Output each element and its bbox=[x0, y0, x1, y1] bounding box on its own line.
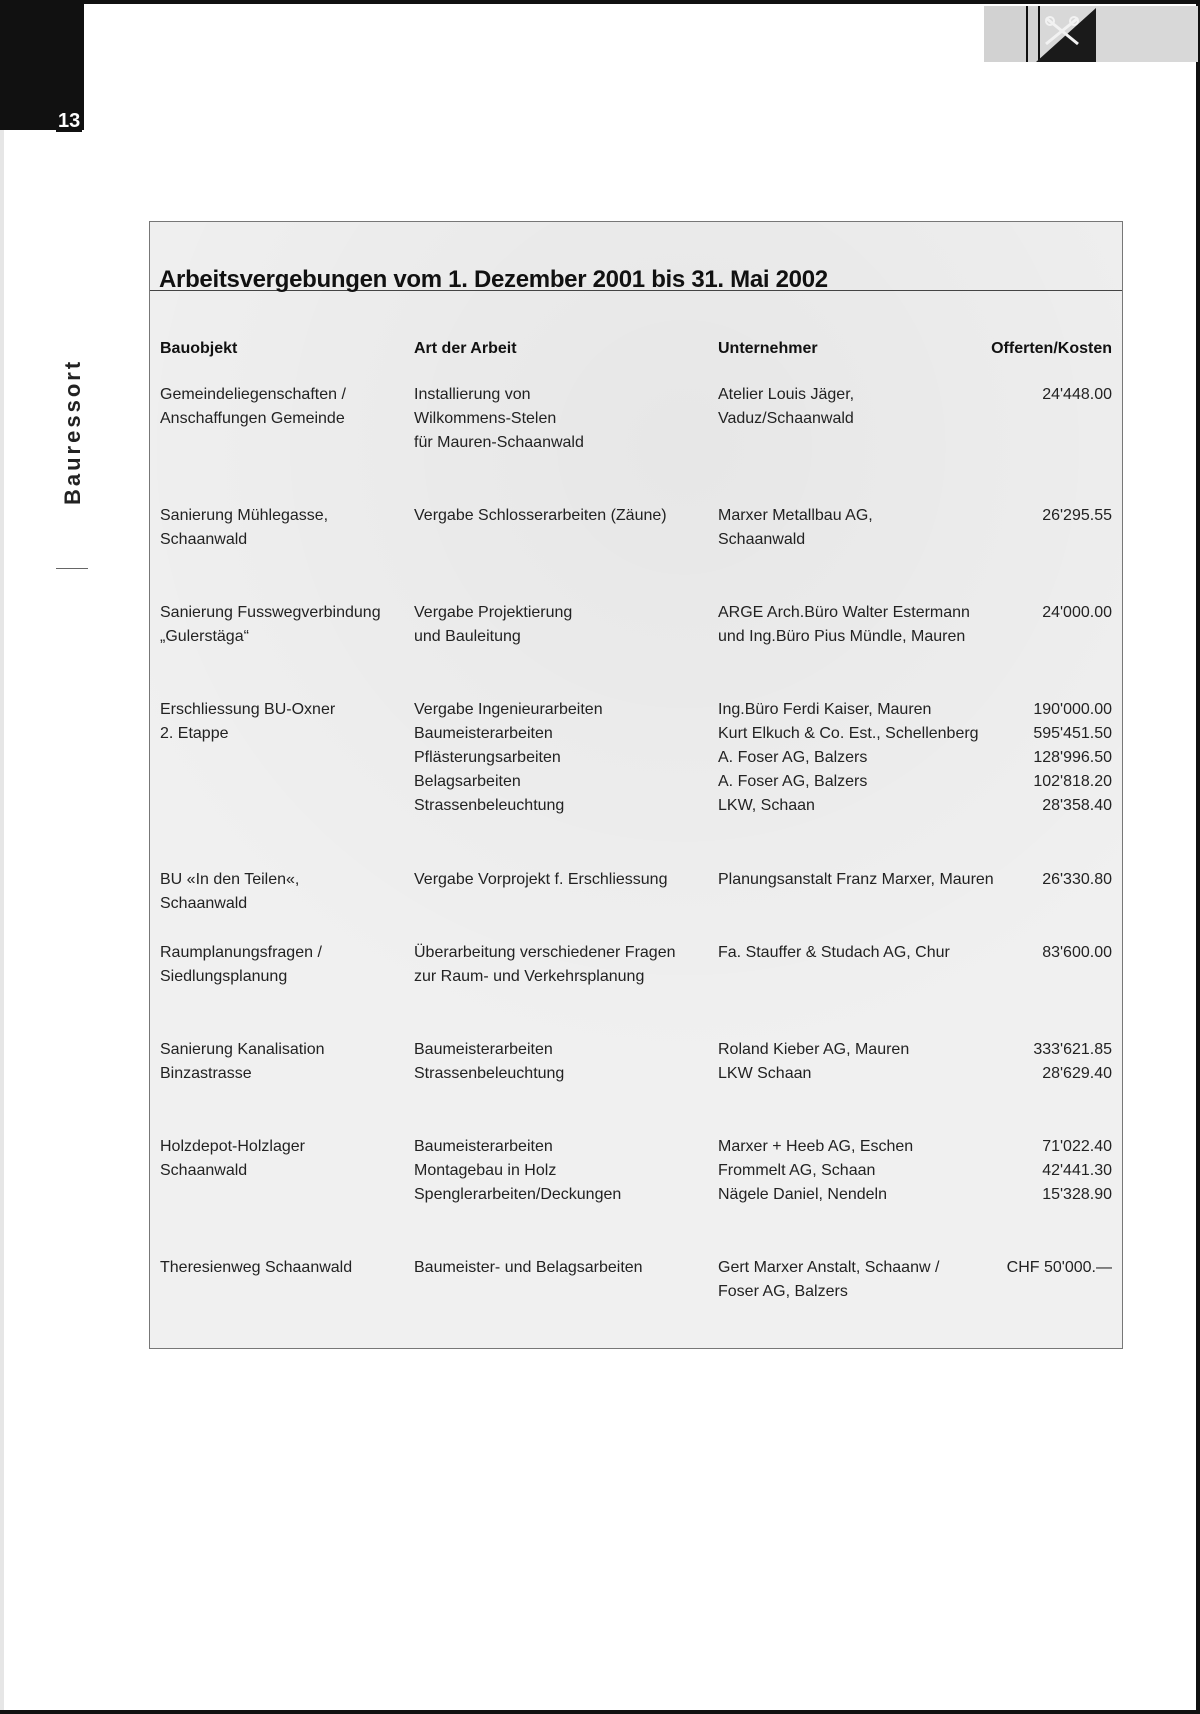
cell-unternehmer bbox=[718, 868, 1018, 892]
contracts-table bbox=[149, 221, 1123, 1349]
cell-line: Foser AG, Balzers bbox=[718, 1283, 848, 1300]
cell-unternehmer bbox=[718, 941, 1018, 965]
cell-line: und Ing.Büro Pius Mündle, Mauren bbox=[718, 628, 966, 645]
cell-art bbox=[414, 698, 714, 818]
crest-icon bbox=[1036, 8, 1096, 62]
cell-line: Installierung von bbox=[414, 386, 531, 403]
cell-bauobjekt bbox=[160, 698, 410, 746]
cell-line: Vergabe Ingenieurarbeiten bbox=[414, 701, 603, 718]
cell-line: BU «In den Teilen«, bbox=[160, 871, 300, 888]
cell-line: Überarbeitung verschiedener Fragen bbox=[414, 944, 676, 961]
logo-cell bbox=[984, 6, 1044, 62]
cell-line: Strassenbeleuchtung bbox=[414, 797, 565, 814]
header-unternehmer: Unternehmer bbox=[718, 340, 818, 357]
cell-kosten bbox=[992, 1038, 1112, 1086]
cell-bauobjekt bbox=[160, 868, 410, 916]
cell-art bbox=[414, 941, 714, 989]
section-label: Bauressort bbox=[60, 358, 85, 505]
cell-line: zur Raum- und Verkehrsplanung bbox=[414, 968, 645, 985]
cell-art bbox=[414, 1038, 714, 1086]
header-art: Art der Arbeit bbox=[414, 340, 517, 357]
cell-line: Erschliessung BU-Oxner bbox=[160, 701, 336, 718]
cell-bauobjekt bbox=[160, 941, 410, 989]
cell-unternehmer bbox=[718, 383, 1018, 431]
cell-line: Roland Kieber AG, Mauren bbox=[718, 1041, 910, 1058]
cell-bauobjekt bbox=[160, 1038, 410, 1086]
cell-line: Nägele Daniel, Nendeln bbox=[718, 1186, 887, 1203]
cell-line: Ing.Büro Ferdi Kaiser, Mauren bbox=[718, 701, 932, 718]
table-header bbox=[150, 340, 1122, 362]
cell-line: 28'629.40 bbox=[1042, 1065, 1112, 1082]
cell-line: Schaanwald bbox=[160, 895, 248, 912]
cell-line: 24'448.00 bbox=[1042, 386, 1112, 403]
cell-line: 26'330.80 bbox=[1042, 871, 1112, 888]
cell-kosten bbox=[992, 1135, 1112, 1207]
cell-kosten bbox=[992, 383, 1112, 407]
cell-line: Wilkommens-Stelen bbox=[414, 410, 557, 427]
cell-line: Vergabe Vorprojekt f. Erschliessung bbox=[414, 871, 668, 888]
cell-line: Schaanwald bbox=[160, 1162, 248, 1179]
cell-line: 28'358.40 bbox=[1042, 797, 1112, 814]
cell-line: Raumplanungsfragen / bbox=[160, 944, 322, 961]
cell-bauobjekt bbox=[160, 1256, 410, 1280]
cell-line: Marxer Metallbau AG, bbox=[718, 507, 873, 524]
cell-line: Theresienweg Schaanwald bbox=[160, 1259, 353, 1276]
cell-line: Montagebau in Holz bbox=[414, 1162, 557, 1179]
cell-unternehmer bbox=[718, 1135, 1018, 1207]
cell-kosten bbox=[992, 504, 1112, 528]
cell-bauobjekt bbox=[160, 601, 410, 649]
cell-bauobjekt bbox=[160, 504, 410, 552]
cell-line: Vaduz/Schaanwald bbox=[718, 410, 854, 427]
cell-kosten bbox=[992, 868, 1112, 892]
cell-art bbox=[414, 1135, 714, 1207]
cell-kosten bbox=[992, 941, 1112, 965]
cell-line: Vergabe Schlosserarbeiten (Zäune) bbox=[414, 507, 667, 524]
cell-line: Gert Marxer Anstalt, Schaanw / bbox=[718, 1259, 940, 1276]
cell-line: Anschaffungen Gemeinde bbox=[160, 410, 345, 427]
page-number: 13 bbox=[58, 110, 81, 132]
cell-line: Planungsanstalt Franz Marxer, Mauren bbox=[718, 871, 994, 888]
cell-line: Fa. Stauffer & Studach AG, Chur bbox=[718, 944, 950, 961]
cell-line: „Gulerstäga“ bbox=[160, 628, 249, 645]
cell-unternehmer bbox=[718, 1256, 1018, 1304]
cell-line: LKW Schaan bbox=[718, 1065, 812, 1082]
title-row bbox=[150, 222, 1122, 291]
cell-line: ARGE Arch.Büro Walter Estermann bbox=[718, 604, 970, 621]
cell-unternehmer bbox=[718, 1038, 1018, 1086]
cell-line: Sanierung Kanalisation bbox=[160, 1041, 325, 1058]
cell-line: 24'000.00 bbox=[1042, 604, 1112, 621]
cell-bauobjekt bbox=[160, 383, 410, 431]
cell-line: CHF 50'000.— bbox=[1006, 1259, 1112, 1276]
cell-line: Sanierung Mühlegasse, bbox=[160, 507, 329, 524]
cell-line: Sanierung Fusswegverbindung bbox=[160, 604, 381, 621]
cell-line: 128'996.50 bbox=[1033, 749, 1112, 766]
cell-art bbox=[414, 1256, 714, 1280]
cell-unternehmer bbox=[718, 504, 1018, 552]
cell-line: Baumeisterarbeiten bbox=[414, 1041, 553, 1058]
section-underline bbox=[56, 568, 88, 569]
cell-line: 190'000.00 bbox=[1033, 701, 1112, 718]
cell-line: Vergabe Projektierung bbox=[414, 604, 573, 621]
cell-kosten bbox=[992, 1256, 1112, 1280]
cell-line: Spenglerarbeiten/Deckungen bbox=[414, 1186, 622, 1203]
cell-line: 15'328.90 bbox=[1042, 1186, 1112, 1203]
cell-kosten bbox=[992, 698, 1112, 818]
cell-line: Kurt Elkuch & Co. Est., Schellenberg bbox=[718, 725, 979, 742]
header-bauobjekt: Bauobjekt bbox=[160, 340, 238, 357]
cell-art bbox=[414, 601, 714, 649]
cell-line: Belagsarbeiten bbox=[414, 773, 521, 790]
cell-line: Baumeisterarbeiten bbox=[414, 725, 553, 742]
left-margin-rule bbox=[0, 130, 4, 1710]
cell-art bbox=[414, 504, 714, 528]
cell-line: für Mauren-Schaanwald bbox=[414, 434, 584, 451]
cell-unternehmer bbox=[718, 601, 1018, 649]
cell-art bbox=[414, 383, 714, 455]
cell-line: Siedlungsplanung bbox=[160, 968, 288, 985]
cell-kosten bbox=[992, 601, 1112, 625]
cell-line: Gemeindeliegenschaften / bbox=[160, 386, 346, 403]
cell-line: 102'818.20 bbox=[1033, 773, 1112, 790]
document-title: Arbeitsvergebungen vom 1. Dezember 2001 bis 31. Mai 2002 bbox=[159, 266, 828, 293]
cell-line: Baumeisterarbeiten bbox=[414, 1138, 553, 1155]
cell-line: 26'295.55 bbox=[1042, 507, 1112, 524]
cell-line: Schaanwald bbox=[160, 531, 248, 548]
cell-line: Frommelt AG, Schaan bbox=[718, 1162, 876, 1179]
cell-line: LKW, Schaan bbox=[718, 797, 815, 814]
cell-line: Holzdepot-Holzlager bbox=[160, 1138, 305, 1155]
cell-line: 71'022.40 bbox=[1042, 1138, 1112, 1155]
cell-line: Marxer + Heeb AG, Eschen bbox=[718, 1138, 914, 1155]
cell-line: 333'621.85 bbox=[1033, 1041, 1112, 1058]
cell-bauobjekt bbox=[160, 1135, 410, 1183]
cell-line: Schaanwald bbox=[718, 531, 806, 548]
cell-line: Pflästerungsarbeiten bbox=[414, 749, 561, 766]
cell-line: Atelier Louis Jäger, bbox=[718, 386, 855, 403]
cell-line: und Bauleitung bbox=[414, 628, 521, 645]
cell-line: A. Foser AG, Balzers bbox=[718, 749, 868, 766]
cell-line: Strassenbeleuchtung bbox=[414, 1065, 565, 1082]
cell-line: 42'441.30 bbox=[1042, 1162, 1112, 1179]
cell-line: 83'600.00 bbox=[1042, 944, 1112, 961]
cell-line: 595'451.50 bbox=[1033, 725, 1112, 742]
cell-unternehmer bbox=[718, 698, 1018, 818]
header-kosten: Offerten/Kosten bbox=[991, 340, 1112, 357]
cell-line: Baumeister- und Belagsarbeiten bbox=[414, 1259, 643, 1276]
cell-line: A. Foser AG, Balzers bbox=[718, 773, 868, 790]
cell-line: Binzastrasse bbox=[160, 1065, 252, 1082]
cell-art bbox=[414, 868, 714, 892]
cell-line: 2. Etappe bbox=[160, 725, 229, 742]
